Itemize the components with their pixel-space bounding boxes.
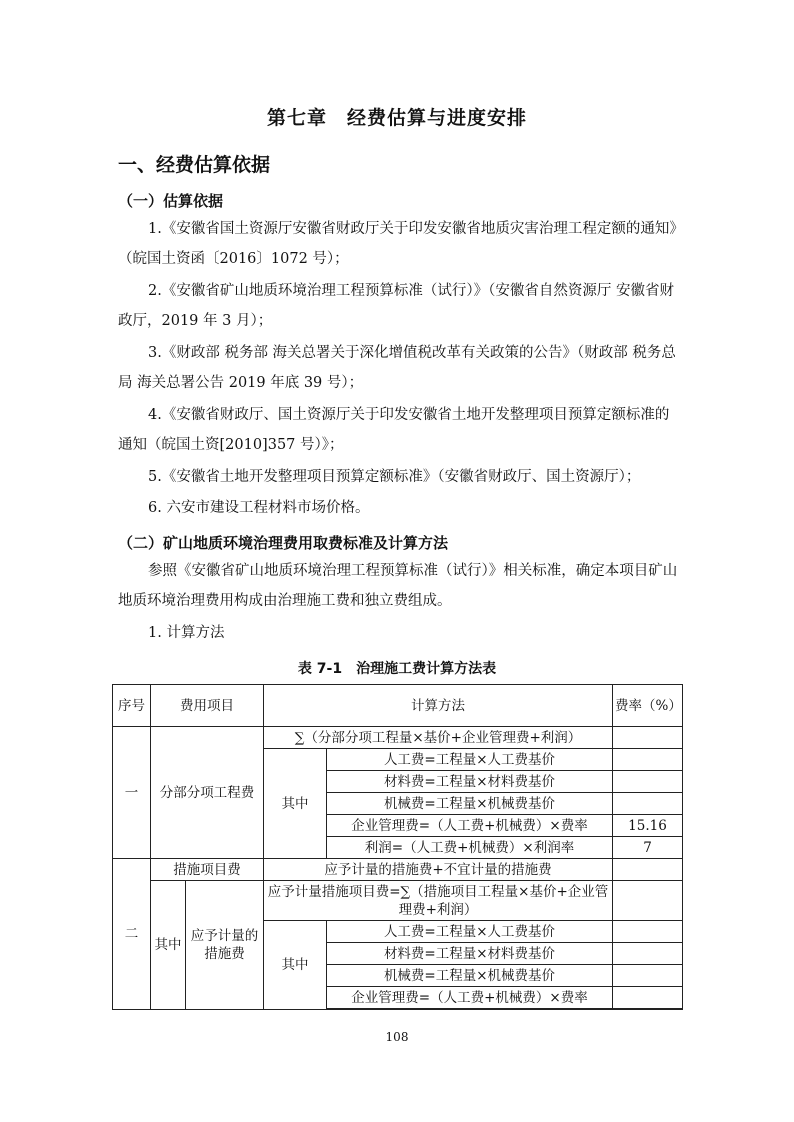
row1-sub-rate: 15.16 [613,815,683,837]
basis-item-2: 2.《安徽省矿山地质环境治理工程预算标准（试行）》（安徽省自然资源厅 安徽省财政厅，2019 年 3 月）； [118,283,674,329]
row2-sub-item: 应予计量的措施费 [186,881,264,1010]
table-row [113,727,683,749]
page-number: 108 [385,1030,409,1044]
row1-sub-formula: 机械费=工程量×机械费基价 [327,793,613,815]
row1-sub-rate [613,771,683,793]
row1-profit-rate: 7 [613,837,683,859]
row2-formula: 应予计量的措施费+不宜计量的措施费 [264,859,613,881]
row2-sub-rate [613,921,683,943]
row2-rate [613,859,683,881]
row1-sub-formula: 材料费=工程量×材料费基价 [327,771,613,793]
section-title: 一、经费估算依据 [118,154,271,176]
row2-sub-formula: 机械费=工程量×机械费基价 [327,965,613,987]
header-method: 计算方法 [264,685,613,727]
table-row [113,859,683,881]
row2-sub-rate [613,987,683,1009]
row2-of-which-inner: 其中 [264,921,327,1010]
subsection-paragraph: 参照《安徽省矿山地质环境治理工程预算标准（试行）》相关标准，确定本项目矿山地质环境治理费用构成由治理施工费和独立费组成。 [118,563,678,609]
row1-rate [613,727,683,749]
row2-filler [327,1009,683,1010]
row1-of-which: 其中 [264,749,327,859]
basis-item-4: 4.《安徽省财政厅、国土资源厅关于印发安徽省土地开发整理项目预算定额标准的通知（皖国土资[2010]357 号）》； [118,407,670,453]
header-item: 费用项目 [151,685,264,727]
chapter-title: 第七章 经费估算与进度安排 [266,107,527,129]
row2-item: 措施项目费 [151,859,264,881]
row1-profit-formula: 利润=（人工费+机械费）×利润率 [327,837,613,859]
row2-no: 二 [113,859,151,1010]
row2-sub-rate [613,881,683,921]
table-caption: 表 7-1 治理施工费计算方法表 [297,661,497,677]
basis-item-3: 3.《财政部 税务部 海关总署关于深化增值税改革有关政策的公告》（财政部 税务总局 海关总署公告 2019 年底 39 号）； [118,345,676,391]
row2-sub-rate [613,965,683,987]
row1-sub-formula: 企业管理费=（人工费+机械费）×费率 [327,815,613,837]
basis-item-1: 1.《安徽省国土资源厅安徽省财政厅关于印发安徽省地质灾害治理工程定额的通知》（皖国土资函〔2016〕1072 号）； [118,221,677,267]
table-header-row [113,685,683,727]
row2-sub-formula: 企业管理费=（人工费+机械费）×费率 [327,987,613,1009]
table-row [113,881,683,921]
row1-sub-formula: 人工费=工程量×人工费基价 [327,749,613,771]
basis-item-6: 6. 六安市建设工程材料市场价格。 [148,500,370,516]
row2-sub-formula: 人工费=工程量×人工费基价 [327,921,613,943]
subsection-title-basis: （一）估算依据 [118,192,224,210]
row2-sub-formula: 材料费=工程量×材料费基价 [327,943,613,965]
row1-no: 一 [113,727,151,859]
row2-sub-rate [613,943,683,965]
row1-formula: ∑（分部分项工程量×基价+企业管理费+利润） [264,727,613,749]
fee-calculation-table [112,684,683,1010]
row1-sub-rate [613,793,683,815]
basis-item-5: 5.《安徽省土地开发整理项目预算定额标准》（安徽省财政厅、国土资源厅）； [148,469,641,485]
method-heading: 1. 计算方法 [148,625,225,641]
subsection-title-method: （二）矿山地质环境治理费用取费标准及计算方法 [118,534,449,552]
row1-item: 分部分项工程费 [151,727,264,859]
header-no: 序号 [113,685,151,727]
row2-of-which: 其中 [151,881,186,1010]
row2-sub-formula: 应予计量措施项目费=∑（措施项目工程量×基价+企业管理费+利润） [264,881,613,921]
row1-sub-rate [613,749,683,771]
header-rate: 费率（%） [613,685,683,727]
